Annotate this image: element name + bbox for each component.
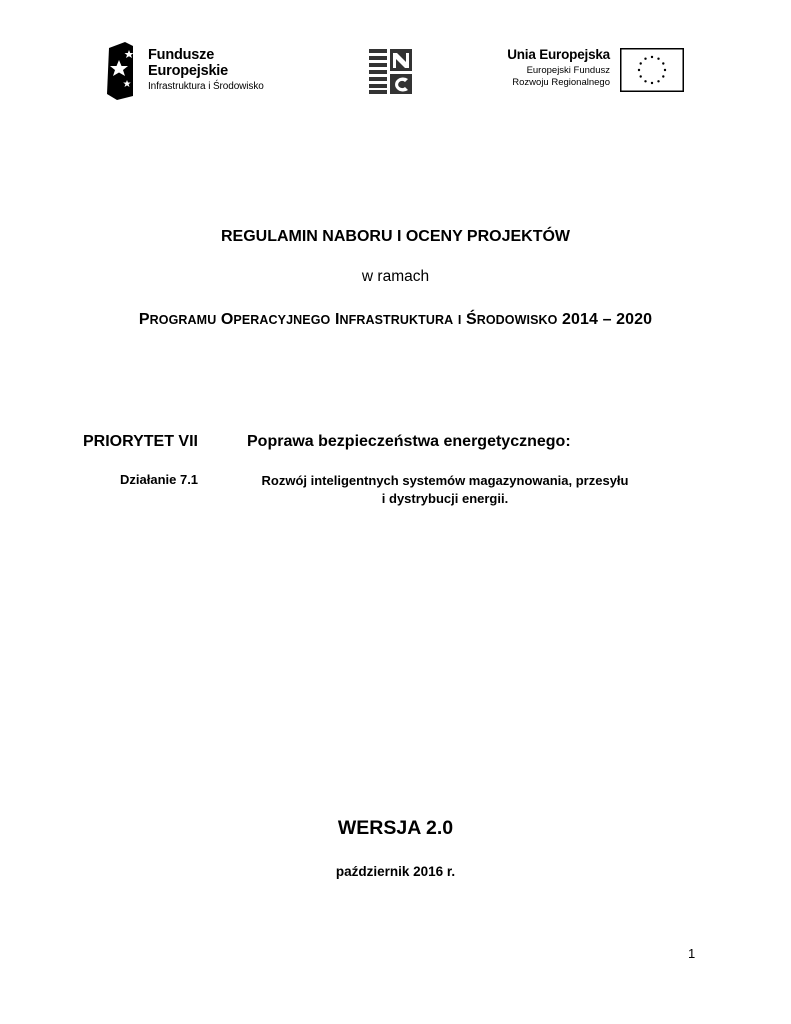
program-part-cap: O [220,311,234,328]
document-title: REGULAMIN NABORU I OCENY PROJEKTÓW [220,228,571,245]
program-years: 2014 – 2020 [562,311,653,328]
unia-europejska-text [480,48,610,88]
document-version: WERSJA 2.0 [337,817,454,839]
page-number: 1 [688,946,696,961]
action-value [225,472,665,508]
program-part-rest: I [457,313,462,327]
fe-logo-line1: Fundusze [148,47,215,63]
action-value-line1: Rozwój inteligentnych systemów magazynowania, przesyłu [261,473,629,488]
fundusze-europejskie-text [148,48,264,92]
inc-logo-icon [369,49,412,94]
action-label: Działanie 7.1 [120,472,199,487]
program-part-rest: NFRASTRUKTURA [339,313,454,327]
program-part-cap: P [138,311,150,328]
program-name [0,311,791,329]
fe-logo-line2: Europejskie [148,62,228,79]
eu-flag-icon [620,48,684,92]
priority-label: PRIORYTET VII [83,433,198,450]
action-value-line2: i dystrybucji energii. [381,491,509,506]
document-subtitle: w ramach [361,268,430,285]
ue-logo-line1: Unia Europejska [507,47,610,62]
fundusze-europejskie-star-icon [105,42,137,100]
ue-logo-line3: Rozwoju Regionalnego [512,77,610,88]
unia-europejska-logo [490,48,690,96]
fe-logo-line3: Infrastruktura i Środowisko [148,81,264,92]
program-part-rest: PERACYJNEGO [233,313,331,327]
fundusze-europejskie-logo [105,42,285,100]
program-part-rest: ROGRAMU [149,313,217,327]
program-part-rest: RODOWISKO [476,313,558,327]
program-part-cap: Ś [465,311,477,328]
inc-logo [369,49,412,94]
program-part-cap: I [334,311,340,328]
priority-value: Poprawa bezpieczeństwa energetycznego: [247,433,571,450]
document-date: październik 2016 r. [335,864,456,879]
ue-logo-line2: Europejski Fundusz [526,64,610,76]
